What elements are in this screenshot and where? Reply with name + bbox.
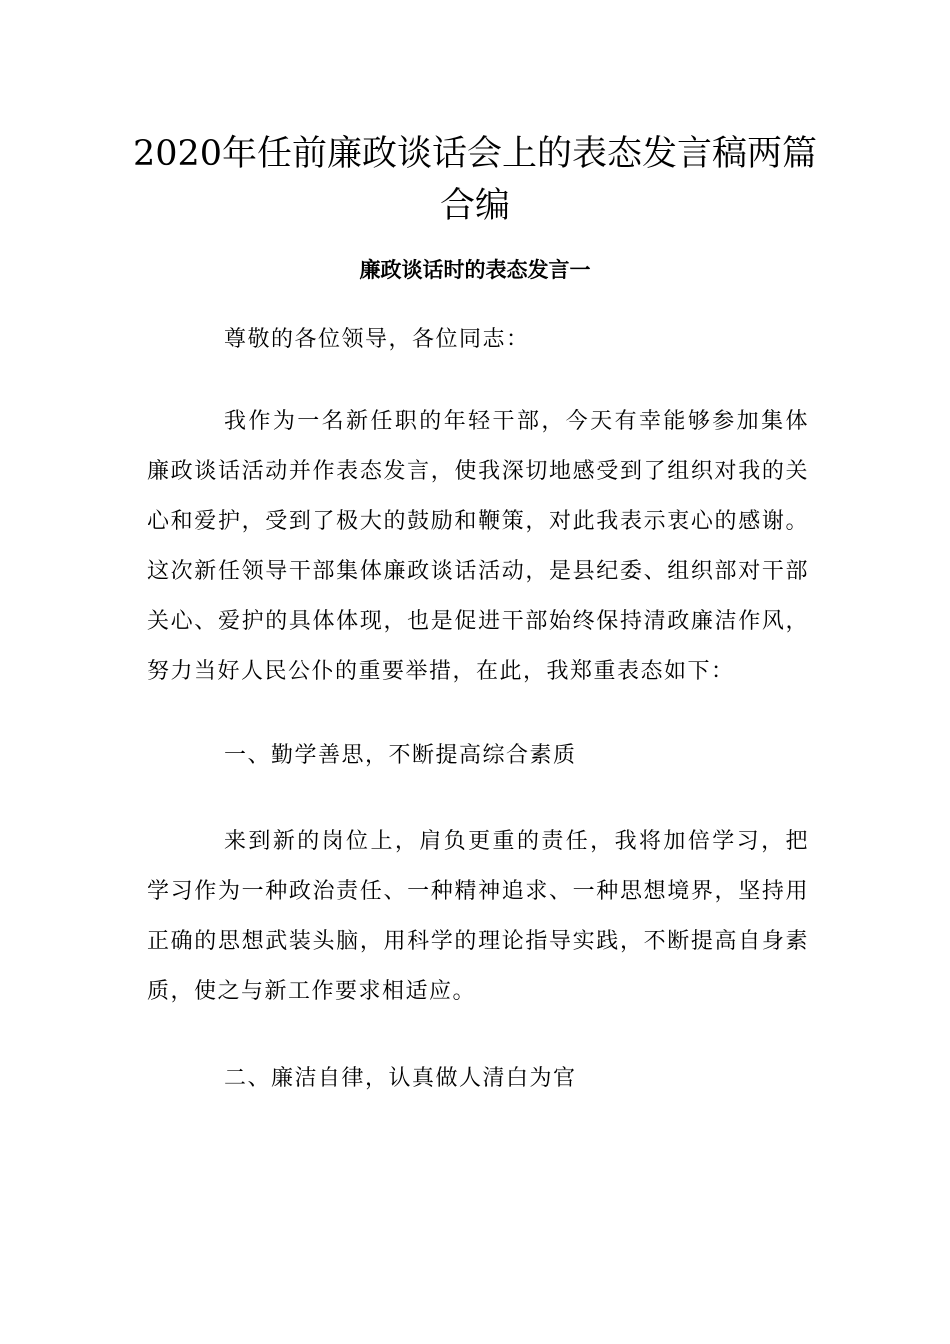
document-title: 2020年任前廉政谈话会上的表态发言稿两篇合编	[132, 134, 818, 226]
paragraph-intro: 我作为一名新任职的年轻干部，今天有幸能够参加集体廉政谈话活动并作表态发言，使我深切地感受到了组织对我的关心和爱护，受到了极大的鼓励和鞭策，对此我表示衷心的感谢。这次新任领导干部集体廉政谈话活动，是县纪委、组织部对干部关心、爱护的具体体现，也是促进干部始终保持清政廉洁作风，努力当好人民公仆的重要举措，在此，我郑重表态如下：	[147, 409, 809, 684]
heading-point-one: 一、勤学善思，不断提高综合素质	[224, 743, 577, 768]
salutation: 尊敬的各位领导，各位同志：	[224, 327, 530, 352]
section-subtitle: 廉政谈话时的表态发言一	[359, 257, 591, 282]
heading-point-two: 二、廉洁自律，认真做人清白为官	[224, 1066, 577, 1091]
paragraph-point-one: 来到新的岗位上，肩负更重的责任，我将加倍学习，把学习作为一种政治责任、一种精神追求、一种思想境界，坚持用正确的思想武装头脑，用科学的理论指导实践，不断提高自身素质，使之与新工作要求相适应。	[147, 829, 809, 1004]
